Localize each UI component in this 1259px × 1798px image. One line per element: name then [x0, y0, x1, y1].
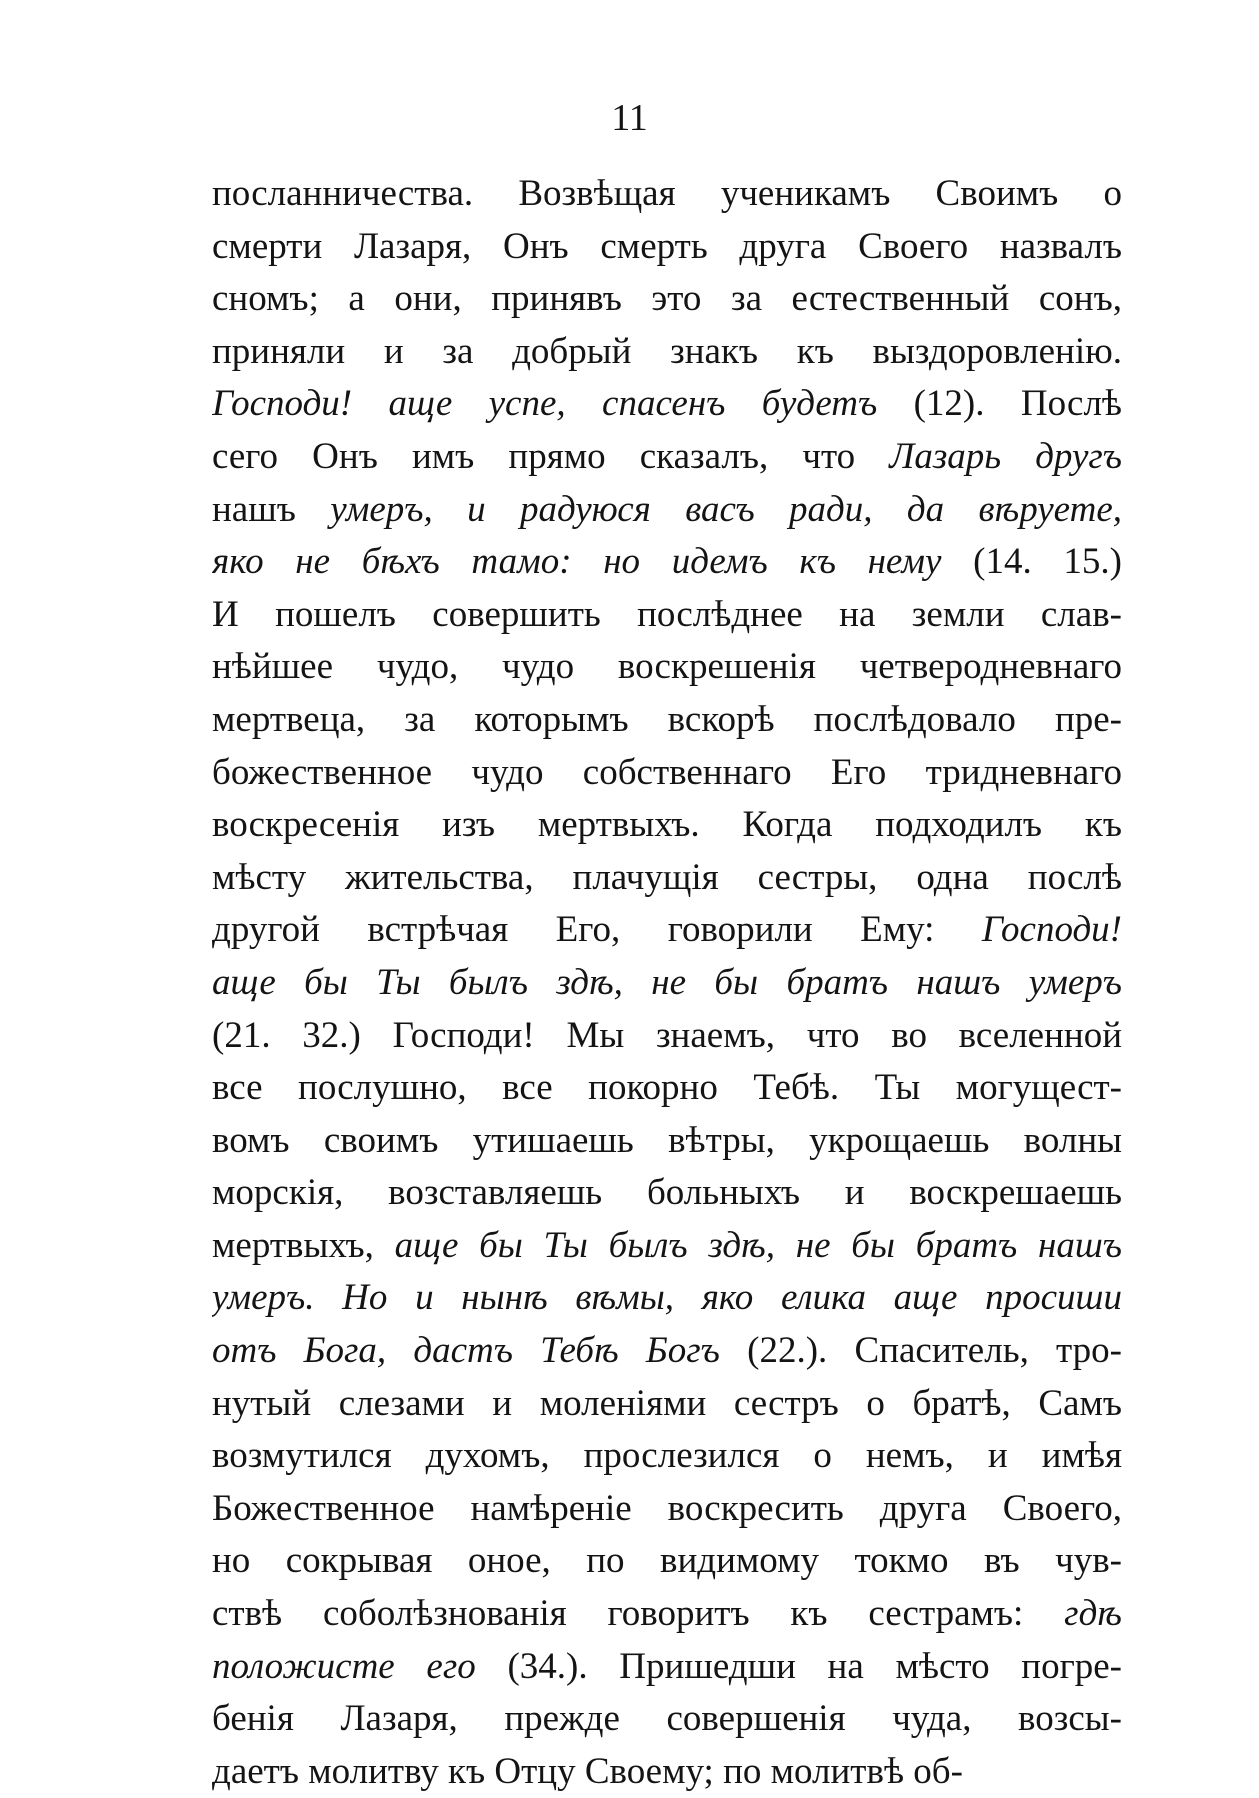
text-segment: приняли и за добрый знакъ къ выздоровленію. [212, 330, 1122, 372]
italic-quote: умеръ, и радуюся васъ ради, да вѣруете, [330, 488, 1122, 530]
text-segment: (14. 15.) [941, 541, 1122, 583]
text-segment: Божественное намѣреніе воскресить друга Своего, [212, 1487, 1122, 1529]
text-line [212, 694, 1122, 747]
text-segment: нѣйшее чудо, чудо воскрешенія четверодневнаго [212, 646, 1122, 688]
text-line [212, 852, 1122, 905]
italic-quote: яко не бѣхъ тамо: но идемъ къ нему [212, 541, 942, 583]
text-line [212, 904, 1122, 957]
text-line [212, 1641, 1122, 1694]
text-segment: И пошелъ совершить послѣднее на земли слав- [212, 593, 1122, 635]
text-line [212, 536, 1122, 589]
text-segment: но сокрывая оное, по видимому токмо въ чув- [212, 1540, 1122, 1582]
text-line [212, 799, 1122, 852]
text-segment: нашъ [212, 488, 331, 530]
text-line [212, 1325, 1122, 1378]
text-line [212, 1220, 1122, 1273]
text-segment: бенія Лазаря, прежде совершенія чуда, возсы- [212, 1698, 1122, 1740]
text-line [212, 1588, 1122, 1641]
text-segment: мѣсту жительства, плачущія сестры, одна послѣ [212, 856, 1122, 898]
text-segment: смерти Лазаря, Онъ смерть друга Своего назвалъ [212, 225, 1122, 267]
text-segment: (34.). Пришедши на мѣсто погре- [475, 1645, 1122, 1687]
text-line [212, 747, 1122, 800]
text-line [212, 221, 1122, 274]
italic-quote: Господи! [981, 909, 1122, 951]
body-text [212, 168, 1122, 1798]
text-line [212, 589, 1122, 642]
italic-quote: умеръ. Но и нынѣ вѣмы, яко елика аще просиши [212, 1277, 1122, 1319]
text-segment: даетъ молитву къ Отцу Своему; по молитвѣ об- [212, 1750, 963, 1792]
text-line [212, 1378, 1122, 1431]
text-segment: сномъ; а они, принявъ это за естественный сонъ, [212, 278, 1122, 320]
text-segment: божественное чудо собственнаго Его тридневнаго [212, 751, 1122, 793]
text-line [212, 641, 1122, 694]
italic-quote: Лазарь другъ [889, 435, 1122, 477]
text-line [212, 431, 1122, 484]
text-segment: (21. 32.) Господи! Мы знаемъ, что во вселенной [212, 1014, 1122, 1056]
text-line [212, 1746, 1122, 1798]
text-segment: сего Онъ имъ прямо сказалъ, что [212, 435, 890, 477]
text-line [212, 1062, 1122, 1115]
text-line [212, 1167, 1122, 1220]
text-line [212, 326, 1122, 379]
text-line [212, 168, 1122, 221]
italic-quote: аще бы Ты былъ здѣ, не бы братъ нашъ умеръ [212, 961, 1122, 1003]
text-line [212, 273, 1122, 326]
page-number: 11 [611, 97, 648, 139]
italic-quote: отъ Бога, дастъ Тебѣ Богъ [212, 1330, 720, 1372]
text-segment: посланничества. Возвѣщая ученикамъ Своимъ о [212, 173, 1122, 214]
text-line [212, 1535, 1122, 1588]
text-segment: морскія, возставляешь больныхъ и воскрешаешь [212, 1172, 1122, 1214]
text-segment: (22.). Спаситель, тро- [719, 1330, 1122, 1372]
text-segment: (12). Послѣ [877, 383, 1122, 425]
text-segment: все послушно, все покорно Тебѣ. Ты могущест- [212, 1067, 1122, 1109]
text-segment: вомъ своимъ утишаешь вѣтры, укрощаешь волны [212, 1119, 1122, 1161]
text-line [212, 484, 1122, 537]
text-line [212, 1010, 1122, 1063]
text-segment: ствѣ соболѣзнованія говоритъ къ сестрамъ: [212, 1593, 1065, 1635]
text-segment: мертвеца, за которымъ вскорѣ послѣдовало пре- [212, 698, 1122, 740]
text-line [212, 1693, 1122, 1746]
text-line [212, 1430, 1122, 1483]
text-line [212, 957, 1122, 1010]
text-segment: мертвыхъ, [212, 1224, 395, 1266]
italic-quote: аще бы Ты былъ здѣ, не бы братъ нашъ [394, 1224, 1122, 1266]
text-segment: нутый слезами и моленіями сестръ о братѣ, Самъ [212, 1382, 1122, 1424]
text-segment: воскресенія изъ мертвыхъ. Когда подходилъ къ [212, 804, 1122, 846]
text-line [212, 1483, 1122, 1536]
text-line [212, 1115, 1122, 1168]
text-line [212, 378, 1122, 431]
italic-quote: положисте его [212, 1645, 476, 1687]
italic-quote: гдѣ [1064, 1593, 1122, 1635]
text-line [212, 1272, 1122, 1325]
text-segment: другой встрѣчая Его, говорили Ему: [212, 909, 982, 951]
italic-quote: Господи! аще успе, спасенъ будетъ [212, 383, 878, 425]
text-segment: возмутился духомъ, прослезился о немъ, и имѣя [212, 1435, 1122, 1477]
